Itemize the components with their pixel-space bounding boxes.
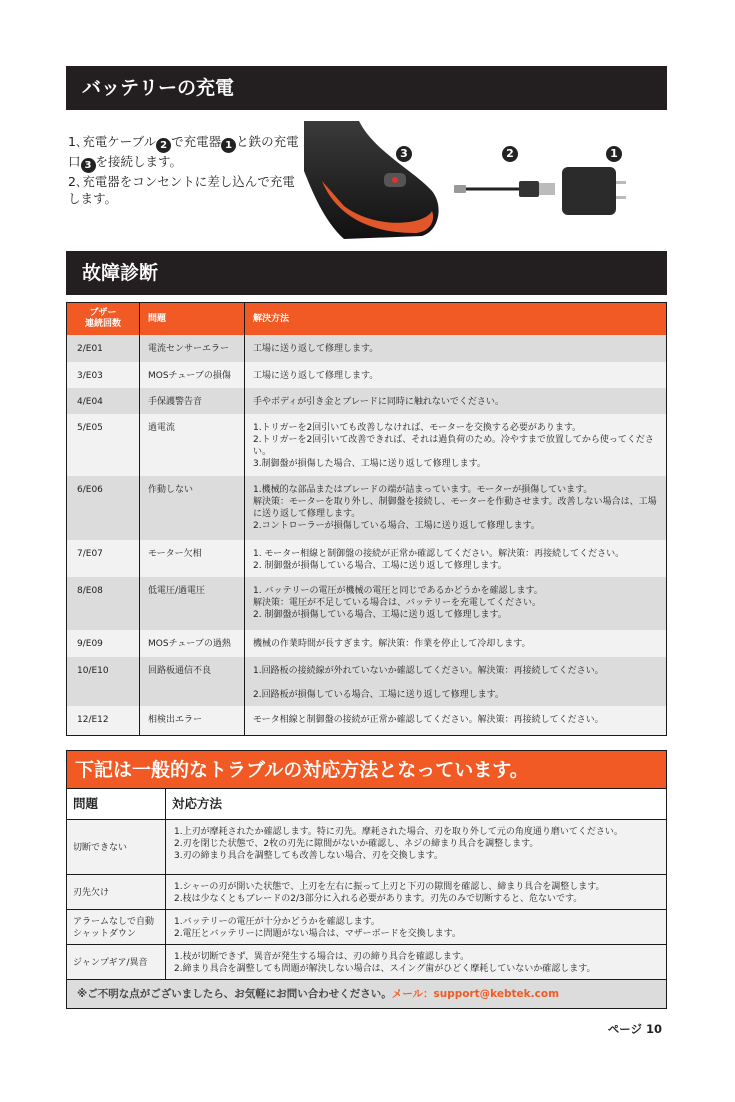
diagnosis-row: [67, 388, 667, 414]
diagnosis-row: [67, 335, 667, 362]
diag-problem-cell: 相検出エラー: [140, 706, 245, 735]
diag-code-cell: 7/E07: [67, 540, 140, 577]
wall-charger-body: [562, 167, 616, 215]
general-solution-cell: 1.シャーの刃が開いた状態で、上刃を左右に振って上刃と下刃の隙間を確認し、締まり具合を調整します。 2.枝は少なくともブレードの2/3部分に入れる必要があります。刃先のみで切断すると、危ないです。: [166, 875, 667, 910]
step2-text: 2､充電器をコンセントに差し込んで充電します。: [68, 174, 295, 206]
usb-c-plug: [454, 185, 466, 193]
general-table: [66, 788, 667, 1009]
diag-solution-cell: モータ相線と制御盤の接続が正常か確認してください。解決策：再接続してください。: [245, 706, 667, 735]
diag-problem-cell: 手保護警告音: [140, 388, 245, 414]
general-problem-cell: ジャンプギア/異音: [67, 945, 166, 980]
badge-3: 3: [81, 158, 96, 173]
general-header-problem: 問題: [67, 789, 166, 820]
diagnosis-header-row: [67, 303, 667, 336]
diag-problem-cell: 回路板通信不良: [140, 657, 245, 706]
contact-email[interactable]: メール：support@kebtek.com: [391, 988, 560, 1000]
general-row: [67, 945, 667, 980]
general-problem-cell: 刃先欠け: [67, 875, 166, 910]
diag-code-cell: 2/E01: [67, 335, 140, 362]
general-problem-cell: アラームなしで自動シャットダウン: [67, 910, 166, 945]
badge-1: 1: [221, 138, 236, 153]
diag-solution-cell: 1. バッテリーの電圧が機械の電圧と同じであるかどうかを確認します。 解決策：電圧が不足している場合は、バッテリーを充電してください。 2. 制御盤が損傷している場合、工場に送り返して修理します。: [245, 577, 667, 630]
diagnosis-row: [67, 476, 667, 540]
diagnosis-row: [67, 657, 667, 706]
usb-a-plug: [539, 183, 555, 195]
diagnosis-row: [67, 540, 667, 577]
diag-solution-cell: 手やボディが引き金とブレードに同時に触れないでください。: [245, 388, 667, 414]
port-indicator-dot: [392, 177, 398, 183]
step1-part-b: で充電器: [171, 134, 222, 149]
step1-part-a: 1､充電ケーブル: [68, 134, 157, 149]
header-problem: 問題: [140, 303, 245, 336]
charging-instructions: [68, 133, 300, 207]
diag-solution-cell: 1. モーター相線と制御盤の接続が正常か確認してください。解決策：再接続してください。 2. 制御盤が損傷している場合、工場に送り返して修理します。: [245, 540, 667, 577]
charging-section-title: バッテリーの充電: [66, 66, 667, 110]
photo-callout-3: 3: [396, 146, 412, 162]
contact-footer-cell: [67, 980, 667, 1009]
diag-solution-cell: 工場に送り返して修理します。: [245, 362, 667, 388]
diagnosis-row: [67, 706, 667, 735]
general-section-title: 下記は一般的なトラブルの対応方法となっています。: [66, 750, 667, 788]
diag-problem-cell: 過電流: [140, 414, 245, 476]
charging-photo: [304, 121, 667, 239]
page-number: ページ 10: [607, 1022, 662, 1036]
diagnosis-row: [67, 630, 667, 657]
usb-a-body: [519, 181, 539, 197]
diag-problem-cell: モーター欠相: [140, 540, 245, 577]
diagnosis-row: [67, 414, 667, 476]
diag-problem-cell: 電流センサーエラー: [140, 335, 245, 362]
general-header-row: [67, 789, 667, 820]
charger-prong-top: [616, 181, 626, 184]
contact-note: ※ご不明な点がございましたら、お気軽にお問い合わせください。: [77, 988, 392, 1000]
header-solution: 解決方法: [245, 303, 667, 336]
diagnosis-table: [66, 302, 667, 736]
diag-code-cell: 9/E09: [67, 630, 140, 657]
general-header-solution: 対応方法: [166, 789, 667, 820]
diag-solution-cell: 機械の作業時間が長すぎます。解決策：作業を停止して冷却します。: [245, 630, 667, 657]
charger-prong-bottom: [616, 196, 626, 199]
step1-part-c: と鉄の充電口: [68, 134, 299, 169]
diagnosis-row: [67, 577, 667, 630]
diag-code-cell: 8/E08: [67, 577, 140, 630]
diag-problem-cell: MOSチューブの損傷: [140, 362, 245, 388]
diag-solution-cell: 1.トリガーを2回引いても改善しなければ、モーターを交換する必要があります。 2.トリガーを2回引いて改善できれば、それは過負荷のため。冷やすまで放置してから使ってください。 3.制御盤が損傷した場合、工場に送り返して修理します。: [245, 414, 667, 476]
diag-code-cell: 6/E06: [67, 476, 140, 540]
general-solution-cell: 1.上刃が摩耗されたか確認します。特に刃先。摩耗された場合、刃を取り外して元の角度通り磨いてください。 2.刃を閉じた状態で、2枚の刃先に隙間がないか確認し、ネジの締まり具合を調整します。 3.刃の締まり具合を調整しても改善しない場合、刃を交換します。: [166, 820, 667, 875]
general-solution-cell: 1.バッテリーの電圧が十分かどうかを確認します。 2.電圧とバッテリーに問題がない場合は、マザーボードを交換します。: [166, 910, 667, 945]
photo-callout-2: 2: [502, 146, 518, 162]
diag-problem-cell: MOSチューブの過熱: [140, 630, 245, 657]
general-row: [67, 875, 667, 910]
diag-problem-cell: 低電圧/過電圧: [140, 577, 245, 630]
general-row: [67, 820, 667, 875]
header-buzzer-count: ブザー 連続回数: [67, 303, 140, 336]
contact-footer-row: [67, 980, 667, 1009]
diag-code-cell: 10/E10: [67, 657, 140, 706]
badge-2: 2: [156, 138, 171, 153]
general-problem-cell: 切断できない: [67, 820, 166, 875]
step1-part-d: を接続します。: [95, 154, 183, 169]
general-row: [67, 910, 667, 945]
photo-callout-1: 1: [606, 146, 622, 162]
diagnosis-section-title: 故障診断: [66, 251, 667, 295]
diag-problem-cell: 作動しない: [140, 476, 245, 540]
diag-solution-cell: 1.機械的な部品またはブレードの端が詰まっています。モーターが損傷しています。 解決策：モーターを取り外し、制御盤を接続し、モーターを作動させます。改善しない場合は、工場に送り返して修理します。 2.コントローラーが損傷している場合、工場に送り返して修理します。: [245, 476, 667, 540]
diag-solution-cell: 工場に送り返して修理します。: [245, 335, 667, 362]
general-solution-cell: 1.枝が切断できず、異音が発生する場合は、刃の締り具合を確認します。 2.締まり具合を調整しても問題が解決しない場合は、スイング歯がひどく摩耗していないか確認します。: [166, 945, 667, 980]
diag-code-cell: 12/E12: [67, 706, 140, 735]
diag-code-cell: 5/E05: [67, 414, 140, 476]
diag-code-cell: 4/E04: [67, 388, 140, 414]
diag-code-cell: 3/E03: [67, 362, 140, 388]
diag-solution-cell: 1.回路板の接続線が外れていないか確認してください。解決策：再接続してください。 2.回路板が損傷している場合、工場に送り返して修理します。: [245, 657, 667, 706]
diagnosis-row: [67, 362, 667, 388]
charger-illustration: [304, 121, 667, 239]
